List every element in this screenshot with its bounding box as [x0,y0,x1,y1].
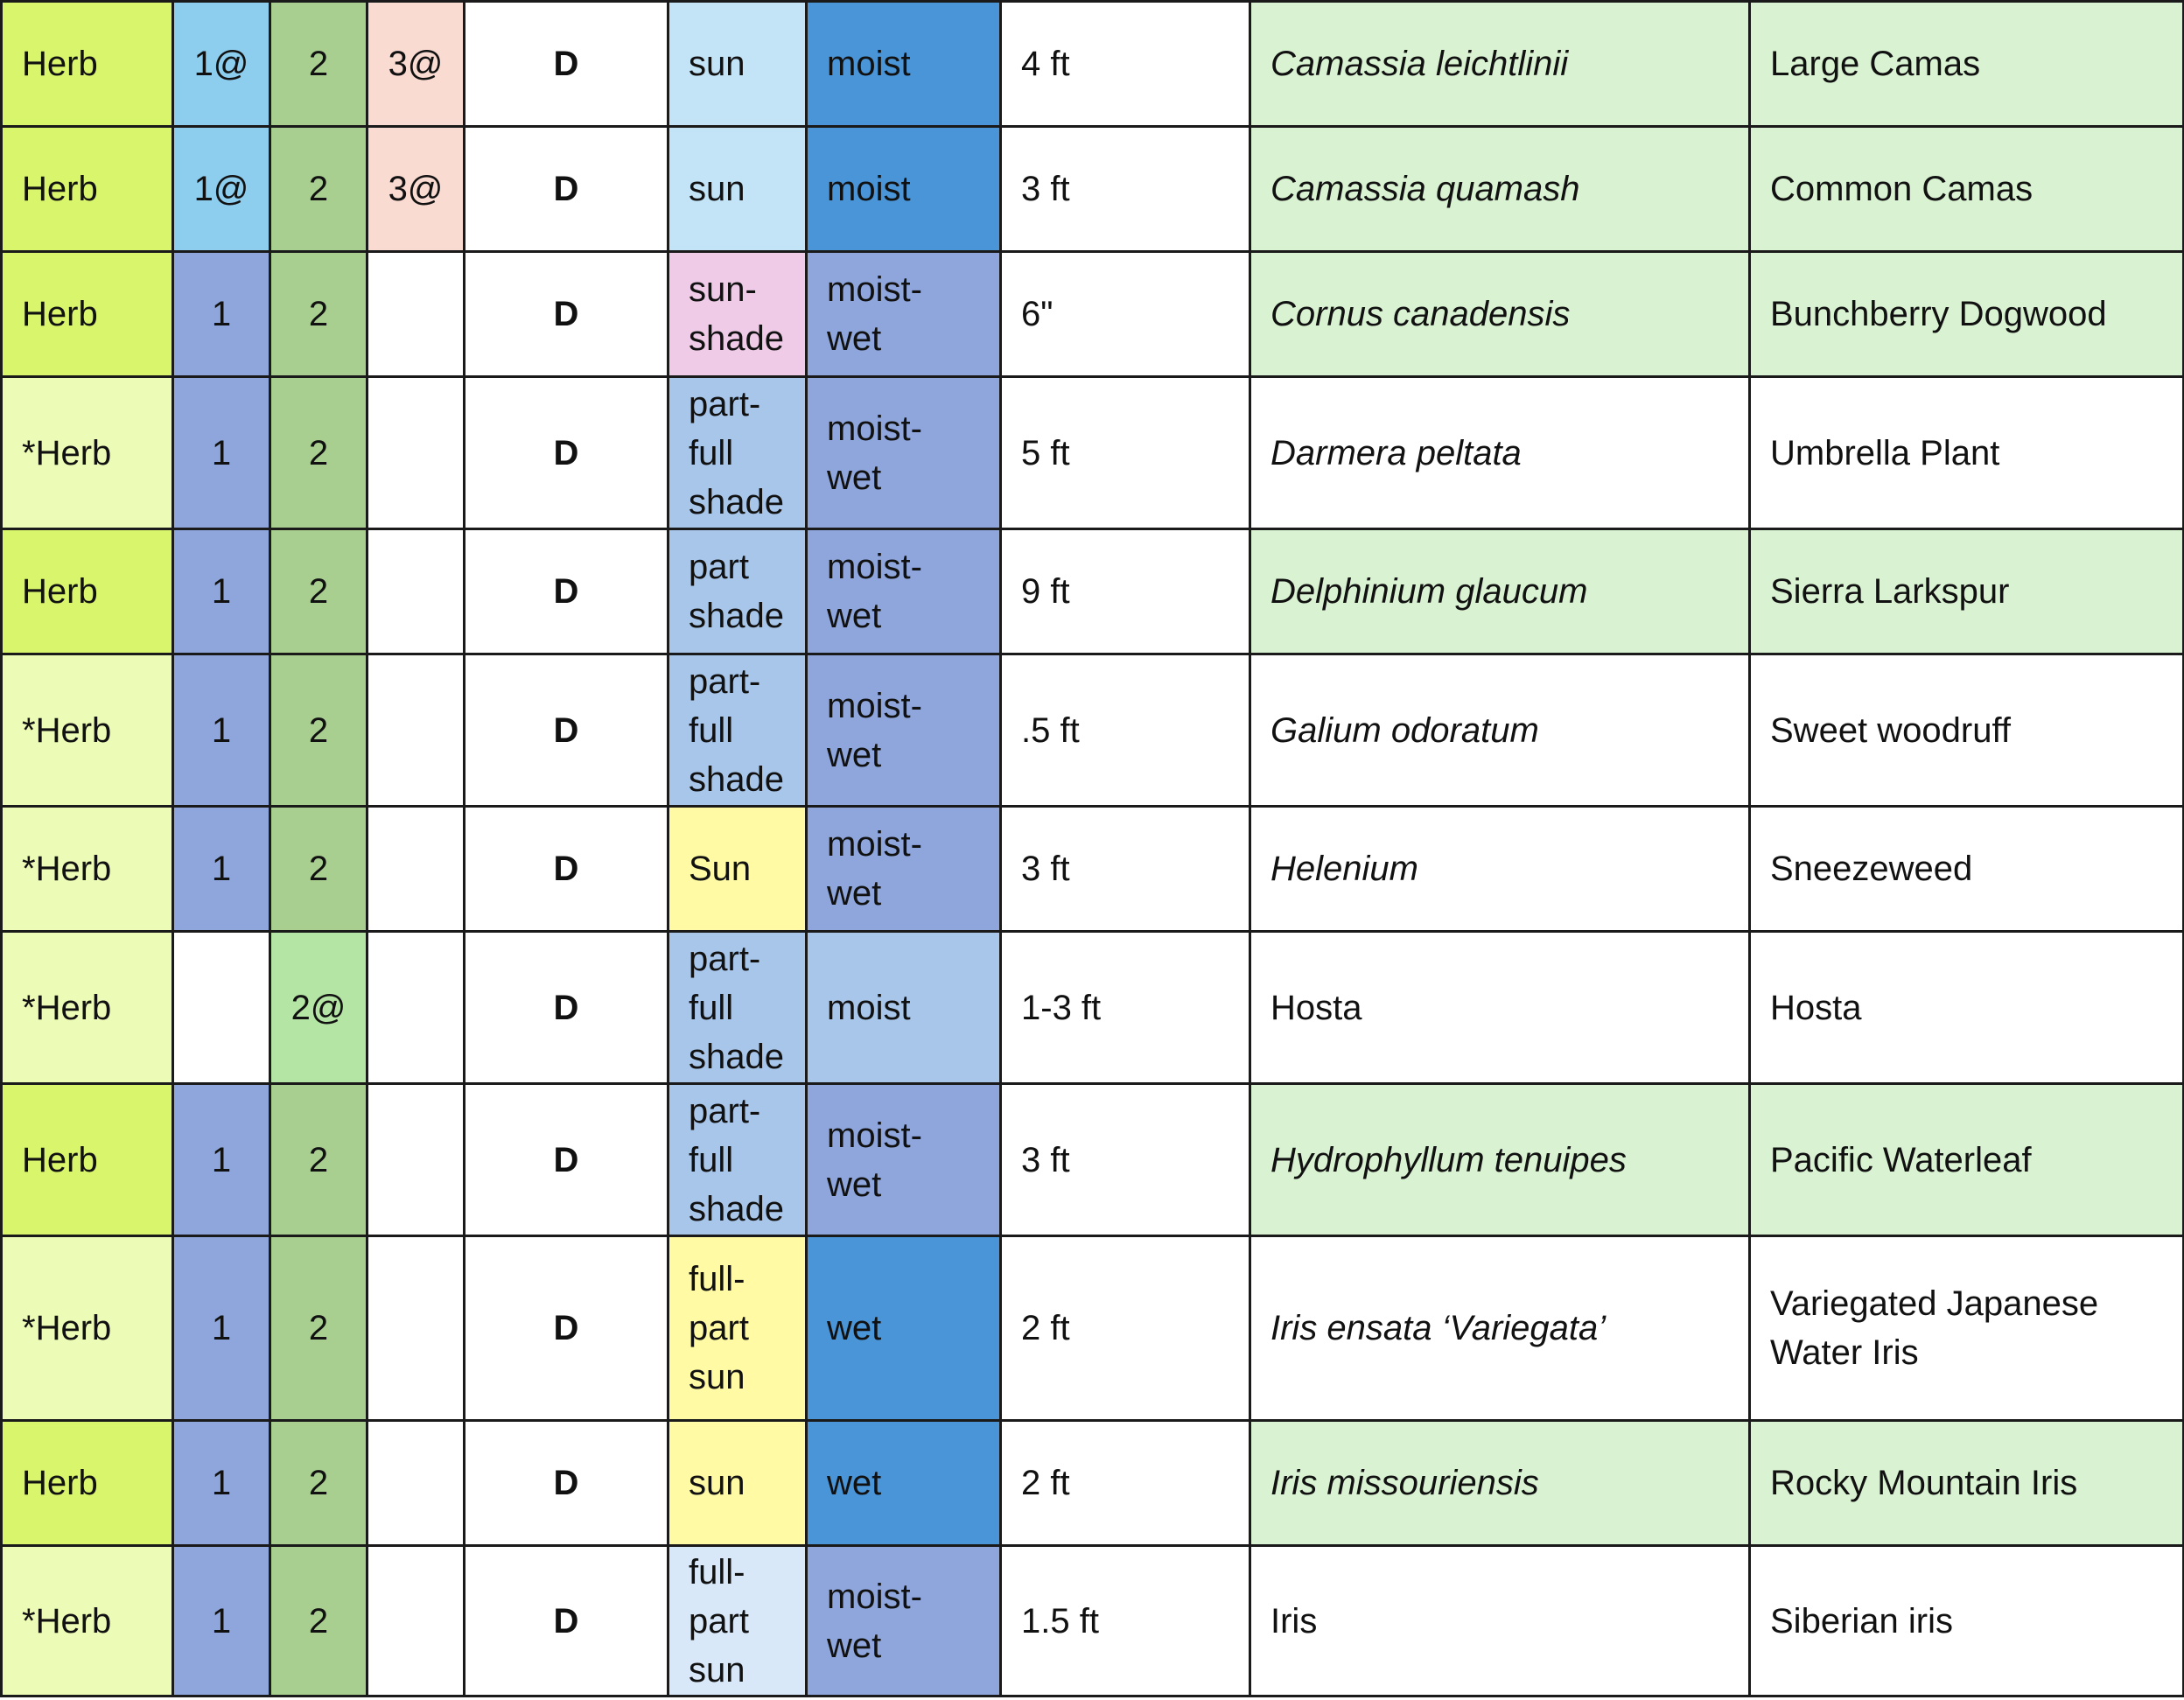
latin-name-cell: Helenium [1250,807,1750,932]
deciduous-cell: D [465,1084,668,1236]
height-cell: 9 ft [1001,529,1250,654]
height-cell: 4 ft [1001,2,1250,127]
latin-name-cell: Iris ensata ‘Variegata’ [1250,1236,1750,1421]
table-body [2,2,2184,1697]
zone2-cell: 2 [270,127,368,252]
zone2-cell: 2 [270,1546,368,1697]
latin-name-cell: Camassia leichtlinii [1250,2,1750,127]
common-name-cell: Umbrella Plant [1750,377,2184,529]
zone3-cell [368,1236,465,1421]
deciduous-cell: D [465,932,668,1084]
water-need-cell: moist- wet [807,1546,1001,1697]
plant-type-cell: Herb [2,2,173,127]
zone3-cell [368,252,465,377]
sun-exposure-cell: full- part sun [668,1236,807,1421]
zone3-cell [368,1421,465,1546]
water-need-cell: moist- wet [807,654,1001,807]
zone3-cell: 3@ [368,2,465,127]
water-need-cell: moist- wet [807,1084,1001,1236]
zone2-cell: 2 [270,1421,368,1546]
table-row [2,807,2184,932]
plant-type-cell: *Herb [2,377,173,529]
deciduous-cell: D [465,529,668,654]
deciduous-cell: D [465,1421,668,1546]
common-name-cell: Hosta [1750,932,2184,1084]
zone2-cell: 2 [270,807,368,932]
latin-name-cell: Hosta [1250,932,1750,1084]
table-row [2,127,2184,252]
water-need-cell: moist [807,932,1001,1084]
zone2-cell: 2 [270,654,368,807]
zone1-cell: 1 [173,252,270,377]
latin-name-cell: Iris missouriensis [1250,1421,1750,1546]
sun-exposure-cell: sun- shade [668,252,807,377]
water-need-cell: moist- wet [807,252,1001,377]
zone1-cell: 1 [173,1421,270,1546]
common-name-cell: Siberian iris [1750,1546,2184,1697]
height-cell: 3 ft [1001,807,1250,932]
zone1-cell: 1@ [173,2,270,127]
water-need-cell: wet [807,1421,1001,1546]
sun-exposure-cell: sun [668,1421,807,1546]
zone3-cell [368,529,465,654]
height-cell: .5 ft [1001,654,1250,807]
table-row [2,2,2184,127]
latin-name-cell: Cornus canadensis [1250,252,1750,377]
zone2-cell: 2 [270,2,368,127]
table-row [2,529,2184,654]
height-cell: 6" [1001,252,1250,377]
latin-name-cell: Darmera peltata [1250,377,1750,529]
zone1-cell: 1 [173,529,270,654]
water-need-cell: moist- wet [807,377,1001,529]
zone1-cell [173,932,270,1084]
common-name-cell: Common Camas [1750,127,2184,252]
common-name-cell: Rocky Mountain Iris [1750,1421,2184,1546]
latin-name-cell: Delphinium glaucum [1250,529,1750,654]
zone3-cell [368,1546,465,1697]
deciduous-cell: D [465,807,668,932]
height-cell: 1.5 ft [1001,1546,1250,1697]
height-cell: 1-3 ft [1001,932,1250,1084]
zone3-cell [368,377,465,529]
zone2-cell: 2@ [270,932,368,1084]
common-name-cell: Sierra Larkspur [1750,529,2184,654]
zone3-cell: 3@ [368,127,465,252]
plant-type-cell: *Herb [2,1236,173,1421]
common-name-cell: Pacific Waterleaf [1750,1084,2184,1236]
common-name-cell: Sneezeweed [1750,807,2184,932]
common-name-cell: Large Camas [1750,2,2184,127]
plant-type-cell: Herb [2,127,173,252]
water-need-cell: moist- wet [807,529,1001,654]
plant-type-cell: Herb [2,1421,173,1546]
deciduous-cell: D [465,252,668,377]
height-cell: 5 ft [1001,377,1250,529]
zone1-cell: 1 [173,807,270,932]
height-cell: 2 ft [1001,1236,1250,1421]
table-row [2,1084,2184,1236]
zone2-cell: 2 [270,252,368,377]
plant-type-cell: *Herb [2,1546,173,1697]
deciduous-cell: D [465,377,668,529]
zone2-cell: 2 [270,1084,368,1236]
height-cell: 3 ft [1001,1084,1250,1236]
common-name-cell: Sweet woodruff [1750,654,2184,807]
table-row [2,654,2184,807]
sun-exposure-cell: part- full shade [668,932,807,1084]
height-cell: 3 ft [1001,127,1250,252]
sun-exposure-cell: sun [668,127,807,252]
sun-exposure-cell: part- full shade [668,1084,807,1236]
common-name-cell: Variegated Japanese Water Iris [1750,1236,2184,1421]
zone1-cell: 1 [173,377,270,529]
sun-exposure-cell: part shade [668,529,807,654]
latin-name-cell: Galium odoratum [1250,654,1750,807]
table-row [2,1421,2184,1546]
latin-name-cell: Hydrophyllum tenuipes [1250,1084,1750,1236]
zone1-cell: 1 [173,1084,270,1236]
plant-type-cell: *Herb [2,807,173,932]
zone2-cell: 2 [270,377,368,529]
zone2-cell: 2 [270,1236,368,1421]
plant-type-cell: Herb [2,1084,173,1236]
table-row [2,1236,2184,1421]
deciduous-cell: D [465,2,668,127]
zone3-cell [368,932,465,1084]
plant-type-cell: Herb [2,529,173,654]
common-name-cell: Bunchberry Dogwood [1750,252,2184,377]
sun-exposure-cell: part- full shade [668,377,807,529]
sun-exposure-cell: Sun [668,807,807,932]
deciduous-cell: D [465,1236,668,1421]
latin-name-cell: Iris [1250,1546,1750,1697]
zone3-cell [368,654,465,807]
water-need-cell: moist- wet [807,807,1001,932]
table-row [2,377,2184,529]
water-need-cell: wet [807,1236,1001,1421]
deciduous-cell: D [465,1546,668,1697]
plant-type-cell: *Herb [2,932,173,1084]
sun-exposure-cell: sun [668,2,807,127]
deciduous-cell: D [465,654,668,807]
deciduous-cell: D [465,127,668,252]
zone1-cell: 1@ [173,127,270,252]
zone3-cell [368,1084,465,1236]
table-row [2,1546,2184,1697]
zone1-cell: 1 [173,1546,270,1697]
sun-exposure-cell: part- full shade [668,654,807,807]
table-row [2,252,2184,377]
plant-type-cell: Herb [2,252,173,377]
zone1-cell: 1 [173,654,270,807]
water-need-cell: moist [807,127,1001,252]
sun-exposure-cell: full- part sun [668,1546,807,1697]
height-cell: 2 ft [1001,1421,1250,1546]
water-need-cell: moist [807,2,1001,127]
zone3-cell [368,807,465,932]
plant-type-cell: *Herb [2,654,173,807]
zone2-cell: 2 [270,529,368,654]
zone1-cell: 1 [173,1236,270,1421]
table-row [2,932,2184,1084]
latin-name-cell: Camassia quamash [1250,127,1750,252]
